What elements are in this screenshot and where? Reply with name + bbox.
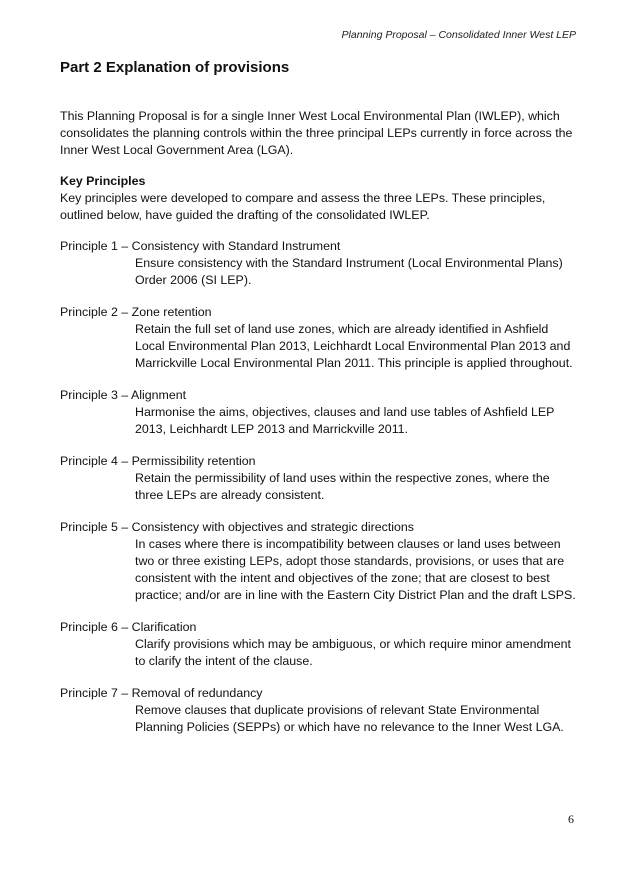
key-principles-heading: Key Principles [60,174,146,188]
running-header: Planning Proposal – Consolidated Inner West LEP [341,29,576,41]
intro-paragraph: This Planning Proposal is for a single Inner West Local Environmental Plan (IWLEP), which consolidates the planning controls within the three principal LEPs currently in force across the Inner West Local Government Area (LGA). [60,109,573,157]
principle-4 [60,453,580,504]
principle-5 [60,519,580,604]
page-title: Part 2 Explanation of provisions [60,59,290,76]
principle-6 [60,619,580,670]
principle-title: Principle 3 – Alignment [60,388,187,402]
principle-title: Principle 1 – Consistency with Standard Instrument [60,239,341,253]
principle-description: In cases where there is incompatibility between clauses or land uses between two or three existing LEPs, adopt those standards, provisions, or uses that are consistent with the intent and objectives of the zone; that are closest to best practice; and/or are in line with the Eastern City District Plan and the draft LSPS. [135,537,576,602]
principle-description: Ensure consistency with the Standard Instrument (Local Environmental Plans) Order 2006 (SI LEP). [135,256,563,287]
principle-3 [60,387,580,438]
key-principles-text: Key principles were developed to compare and assess the three LEPs. These principles, outlined below, have guided the drafting of the consolidated IWLEP. [60,191,546,222]
page-number: 6 [568,812,574,826]
principle-title: Principle 7 – Removal of redundancy [60,686,263,700]
principle-description: Retain the full set of land use zones, which are already identified in Ashfield Local Environmental Plan 2013, Leichhardt Local Environmental Plan 2013 and Marrickville Local Environmental Plan 2011. This principle is applied throughout. [135,322,573,370]
principle-1 [60,238,580,289]
principle-title: Principle 4 – Permissibility retention [60,454,256,468]
principle-title: Principle 2 – Zone retention [60,305,212,319]
principles-list [60,238,580,751]
principle-7 [60,685,580,736]
principle-description: Remove clauses that duplicate provisions of relevant State Environmental Planning Policies (SEPPs) or which have no relevance to the Inner West LGA. [135,703,564,734]
principle-description: Retain the permissibility of land uses within the respective zones, where the three LEPs are already consistent. [135,471,550,502]
principle-title: Principle 6 – Clarification [60,620,197,634]
principle-description: Harmonise the aims, objectives, clauses and land use tables of Ashfield LEP 2013, Leichhardt LEP 2013 and Marrickville 2011. [135,405,555,436]
principle-title: Principle 5 – Consistency with objectives and strategic directions [60,520,414,534]
principle-2 [60,304,580,372]
principle-description: Clarify provisions which may be ambiguous, or which require minor amendment to clarify the intent of the clause. [135,637,571,668]
